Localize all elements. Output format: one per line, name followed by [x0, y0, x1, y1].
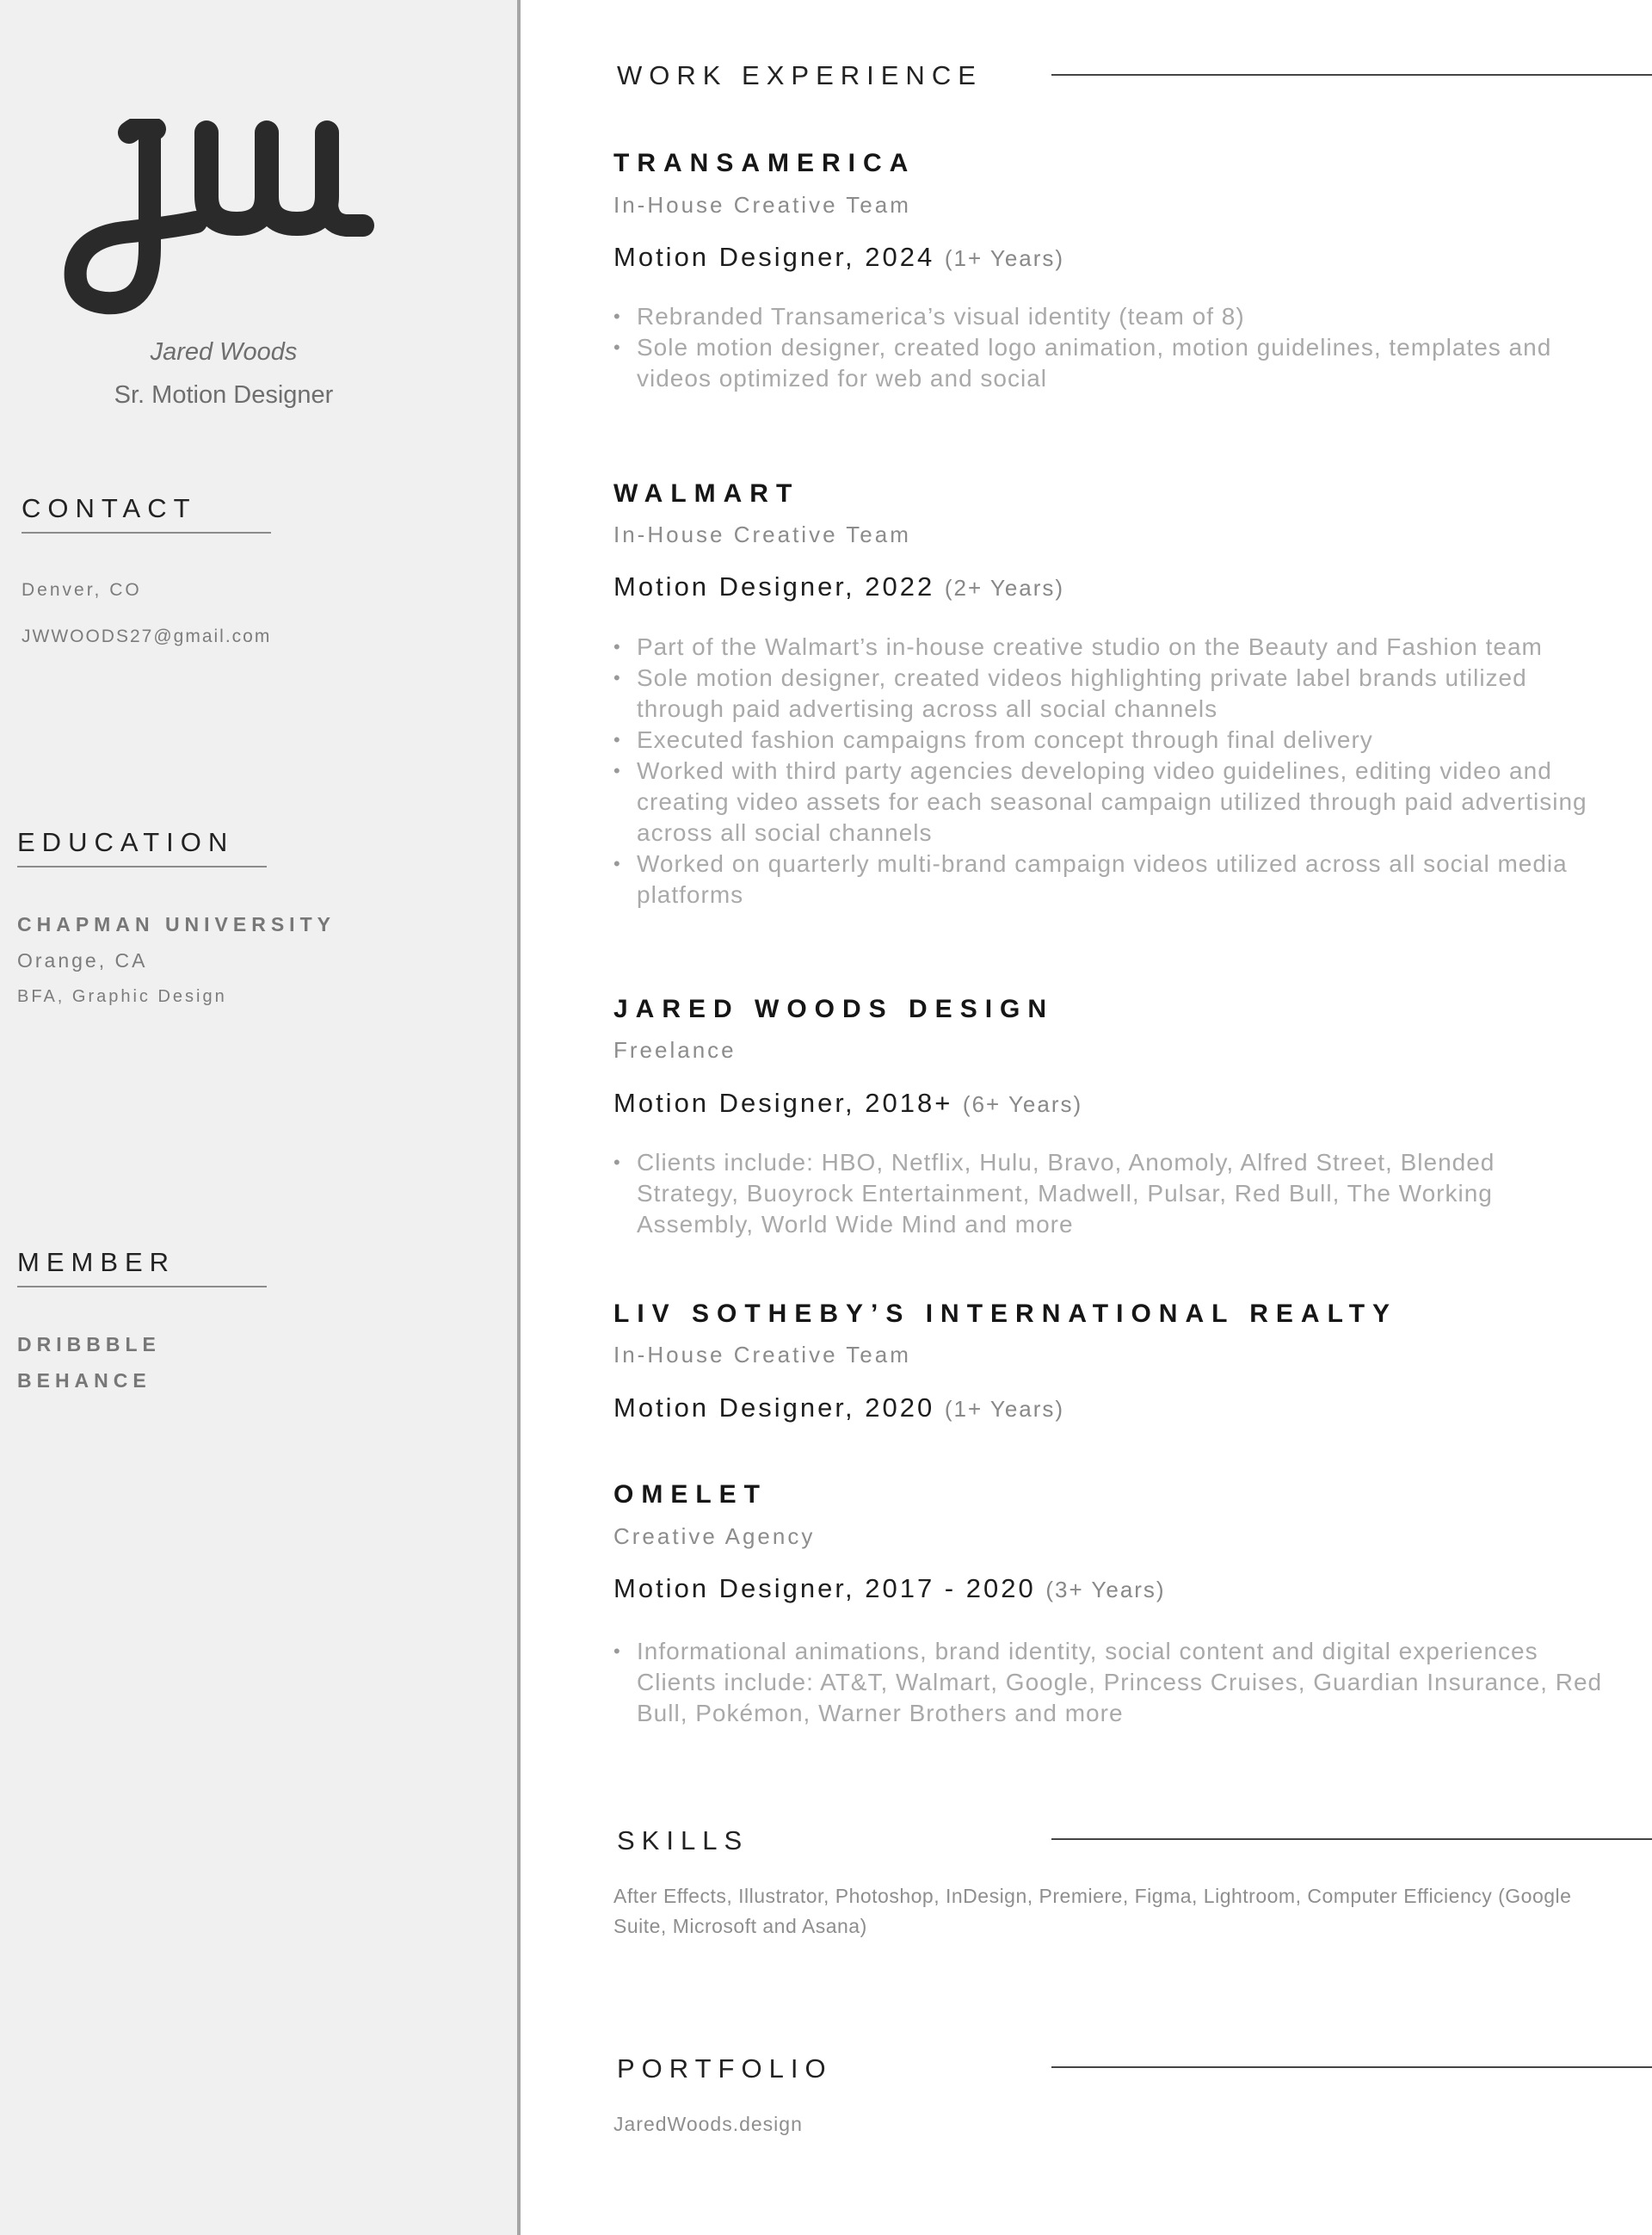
company-name: WALMART: [613, 479, 800, 508]
jw-monogram-logo: [60, 119, 379, 318]
company-team: Freelance: [613, 1037, 737, 1063]
company-name: JARED WOODS DESIGN: [613, 995, 1055, 1023]
contact-heading: CONTACT: [22, 493, 197, 523]
list-item: • Part of the Walmart’s in-house creative studio on the Beauty and Fashion team: [613, 632, 1603, 663]
portfolio-heading: PORTFOLIO: [617, 2053, 833, 2084]
company-name: TRANSAMERICA: [613, 149, 916, 177]
education-heading: EDUCATION: [17, 827, 235, 857]
list-item: • Worked with third party agencies developing video guidelines, editing video and creating video assets for each seasonal campaign utilized through paid advertising across all social channels: [613, 756, 1603, 849]
company-team: In-House Creative Team: [613, 192, 911, 218]
member-heading: MEMBER: [17, 1247, 176, 1277]
list-item: • Rebranded Transamerica’s visual identity (team of 8): [613, 301, 1603, 332]
profile-title: Sr. Motion Designer: [114, 381, 334, 409]
company-team: In-House Creative Team: [613, 522, 911, 547]
company-name: OMELET: [613, 1480, 767, 1509]
list-item: • Sole motion designer, created videos highlighting private label brands utilized through paid advertising across all social channels: [613, 663, 1603, 725]
contact-rule: [22, 532, 271, 534]
member-dribbble[interactable]: DRIBBBLE: [17, 1333, 161, 1355]
work-experience-heading: WORK EXPERIENCE: [617, 60, 983, 90]
list-item: • Clients include: HBO, Netflix, Hulu, Bravo, Anomoly, Alfred Street, Blended Strategy, Buoyrock Entertainment, Madwell, Pulsar, Red Bull, The Working Assembly, World Wide Mind and more: [613, 1147, 1603, 1240]
education-location: Orange, CA: [17, 949, 148, 972]
skills-rule: [1051, 1838, 1652, 1840]
job-position: Motion Designer, 2024 (1+ Years): [613, 242, 1065, 272]
list-item: • Worked on quarterly multi-brand campaign videos utilized across all social media platforms: [613, 849, 1603, 911]
job-position: Motion Designer, 2022 (2+ Years): [613, 571, 1065, 602]
skills-heading: SKILLS: [617, 1825, 749, 1855]
job-position: Motion Designer, 2018+ (6+ Years): [613, 1088, 1083, 1118]
portfolio-rule: [1051, 2066, 1652, 2068]
contact-email[interactable]: JWWOODS27@gmail.com: [22, 627, 272, 646]
job-bullets: [613, 1147, 1603, 1240]
profile-name: Jared Woods: [150, 338, 298, 366]
portfolio-link[interactable]: JaredWoods.design: [613, 2113, 803, 2135]
education-rule: [17, 866, 267, 867]
list-item: • Informational animations, brand identity, social content and digital experiences Clients include: AT&T, Walmart, Google, Princess Cruises, Guardian Insurance, Red Bull, Pokémon, Warner Brothers and more: [613, 1636, 1603, 1729]
list-item: • Sole motion designer, created logo animation, motion guidelines, templates and videos optimized for web and social: [613, 332, 1603, 394]
education-degree: BFA, Graphic Design: [17, 987, 227, 1006]
job-position: Motion Designer, 2017 - 2020 (3+ Years): [613, 1573, 1166, 1603]
skills-text: After Effects, Illustrator, Photoshop, InDesign, Premiere, Figma, Lightroom, Computer Efficiency (Google Suite, Microsoft and Asana): [613, 1885, 1572, 1937]
sidebar: [0, 0, 517, 2235]
list-item: • Executed fashion campaigns from concept through final delivery: [613, 725, 1603, 756]
company-team: In-House Creative Team: [613, 1342, 911, 1368]
job-position: Motion Designer, 2020 (1+ Years): [613, 1392, 1065, 1423]
job-bullets: [613, 1636, 1603, 1729]
contact-location: Denver, CO: [22, 580, 142, 600]
member-rule: [17, 1286, 267, 1287]
job-bullets: [613, 632, 1603, 911]
member-behance[interactable]: BEHANCE: [17, 1369, 151, 1392]
company-team: Creative Agency: [613, 1523, 816, 1549]
education-school: CHAPMAN UNIVERSITY: [17, 913, 336, 935]
work-experience-rule: [1051, 74, 1652, 76]
job-bullets: [613, 301, 1603, 394]
company-name: LIV SOTHEBY’S INTERNATIONAL REALTY: [613, 1300, 1398, 1328]
column-divider: [517, 0, 521, 2235]
